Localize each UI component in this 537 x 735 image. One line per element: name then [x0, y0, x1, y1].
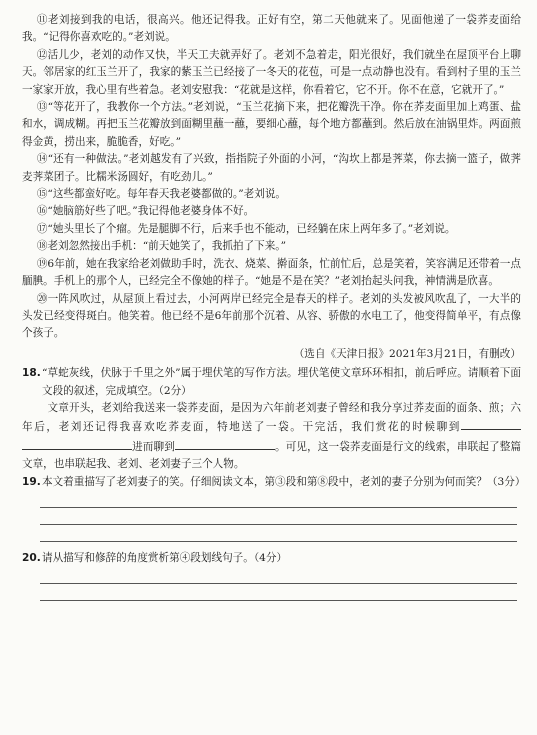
paragraph-16: ⑯“她脑筋好些了吧。”我记得他老婆身体不好。	[36, 205, 255, 218]
answer-blank-2[interactable]	[22, 437, 132, 450]
paragraph-15: ⑮“这些都蛮好吃。每年春天我老婆都做的。”老刘说。	[36, 188, 287, 201]
question-number: 19.	[22, 475, 41, 488]
answer-line[interactable]	[40, 584, 517, 601]
answer-line[interactable]	[40, 508, 517, 525]
question-text: “草蛇灰线，伏脉于千里之外”属于埋伏笔的写作方法。埋伏笔使文章环环相扣，前后呼应。请顺着下面文段的叙述，完成填空。（2分）	[42, 367, 521, 397]
paragraph-13: ⑬“等花开了，我教你一个方法。”老刘说，“玉兰花摘下来，把花瓣洗干净。你在荞麦面里加上鸡蛋、盐和水，调成糊。再把玉兰花瓣放到面糊里蘸一蘸，要细心蘸，每个地方都蘸到。然后放在油锅里炸。两面煎得金黄，捞出来，脆脆香，好吃。”	[22, 101, 521, 148]
question-number: 20.	[22, 551, 41, 564]
paragraph-14: ⑭“还有一种做法。”老刘越发有了兴致，指指院子外面的小河，“沟坎上都是荠菜，你去摘一篮子，做荠麦荠菜团子。比糯米汤圆好，有吃劲儿。”	[22, 153, 521, 183]
question-19	[22, 474, 526, 542]
answer-blank-1[interactable]	[461, 417, 521, 430]
article	[22, 12, 521, 363]
question-number: 18.	[22, 367, 41, 380]
question-text: 本文着重描写了老刘妻子的笑。仔细阅读文本，第③段和第⑧段中，老刘的妻子分别为何而笑？（3分）	[42, 475, 526, 488]
answer-line[interactable]	[40, 567, 517, 584]
question-20	[22, 550, 521, 601]
paragraph-20: ⑳一阵风吹过，从屋顶上看过去，小河两岸已经完全是春天的样子。老刘的头发被风吹乱了，一大半的头发已经变得斑白。他笑着。他已经不是6年前那个沉着、从容、骄傲的水电工了，他变得简单平，有点像个孩子。	[22, 292, 521, 340]
answer-line[interactable]	[40, 491, 517, 508]
paragraph-18: ⑱老刘忽然接出手机：“前天她笑了，我抓拍了下来。”	[36, 240, 287, 253]
article-source: （选自《天津日报》2021年3月21日，有删改）	[293, 347, 521, 360]
paragraph-12: ⑫活儿少，老刘的动作又快，半天工夫就弄好了。老刘不急着走，阳光很好，我们就坐在屋顶平台上聊天。邻居家的红玉兰开了，我家的紫玉兰已经接了一冬天的花苞，可是一点动静也没有。看到村子里的玉兰一家家开放，我心里有些着急。老刘安慰我：“花就是这样，你看着它，它不开。你不在意，它就开了。”	[22, 48, 521, 96]
question-text: 请从描写和修辞的角度赏析第④段划线句子。（4分）	[42, 551, 288, 564]
answer-line[interactable]	[40, 525, 517, 542]
paragraph-19: ⑲6年前，她在我家给老刘做助手时，洗衣、烧菜、擀面条，忙前忙后，总是笑着，笑容满足还带着一点腼腆。手机上的那个人，已经完全不像她的样子。“她是不是在笑？”老刘抬起头问我，神情满是欣喜。	[22, 257, 521, 288]
answer-blank-3[interactable]	[175, 437, 275, 450]
paragraph-11: ⑪老刘接到我的电话，很高兴。他还记得我。正好有空，第二天他就来了。见面他递了一袋荞麦面给我。“记得你喜欢吃的。”老刘说。	[22, 14, 521, 44]
question-18	[22, 365, 521, 473]
paragraph-17: ⑰“她头里长了个瘤。先是腿脚不行，后来手也不能动，已经躺在床上两年多了。”老刘说。	[36, 222, 456, 235]
fill-in-passage: 文章开头，老刘给我送来一袋荞麦面，是因为六年前老刘妻子曾经和我分享过荞麦面的面条、煎；六年后，老刘还记得我喜欢吃荞麦面，特地送了一袋。干完活，我们赏花的时候聊到进而聊到 。可见，这一袋荞麦面是行文的线索，串联起了整篇文章，也串联起我、老刘、老刘妻子三个人物。	[22, 401, 521, 471]
